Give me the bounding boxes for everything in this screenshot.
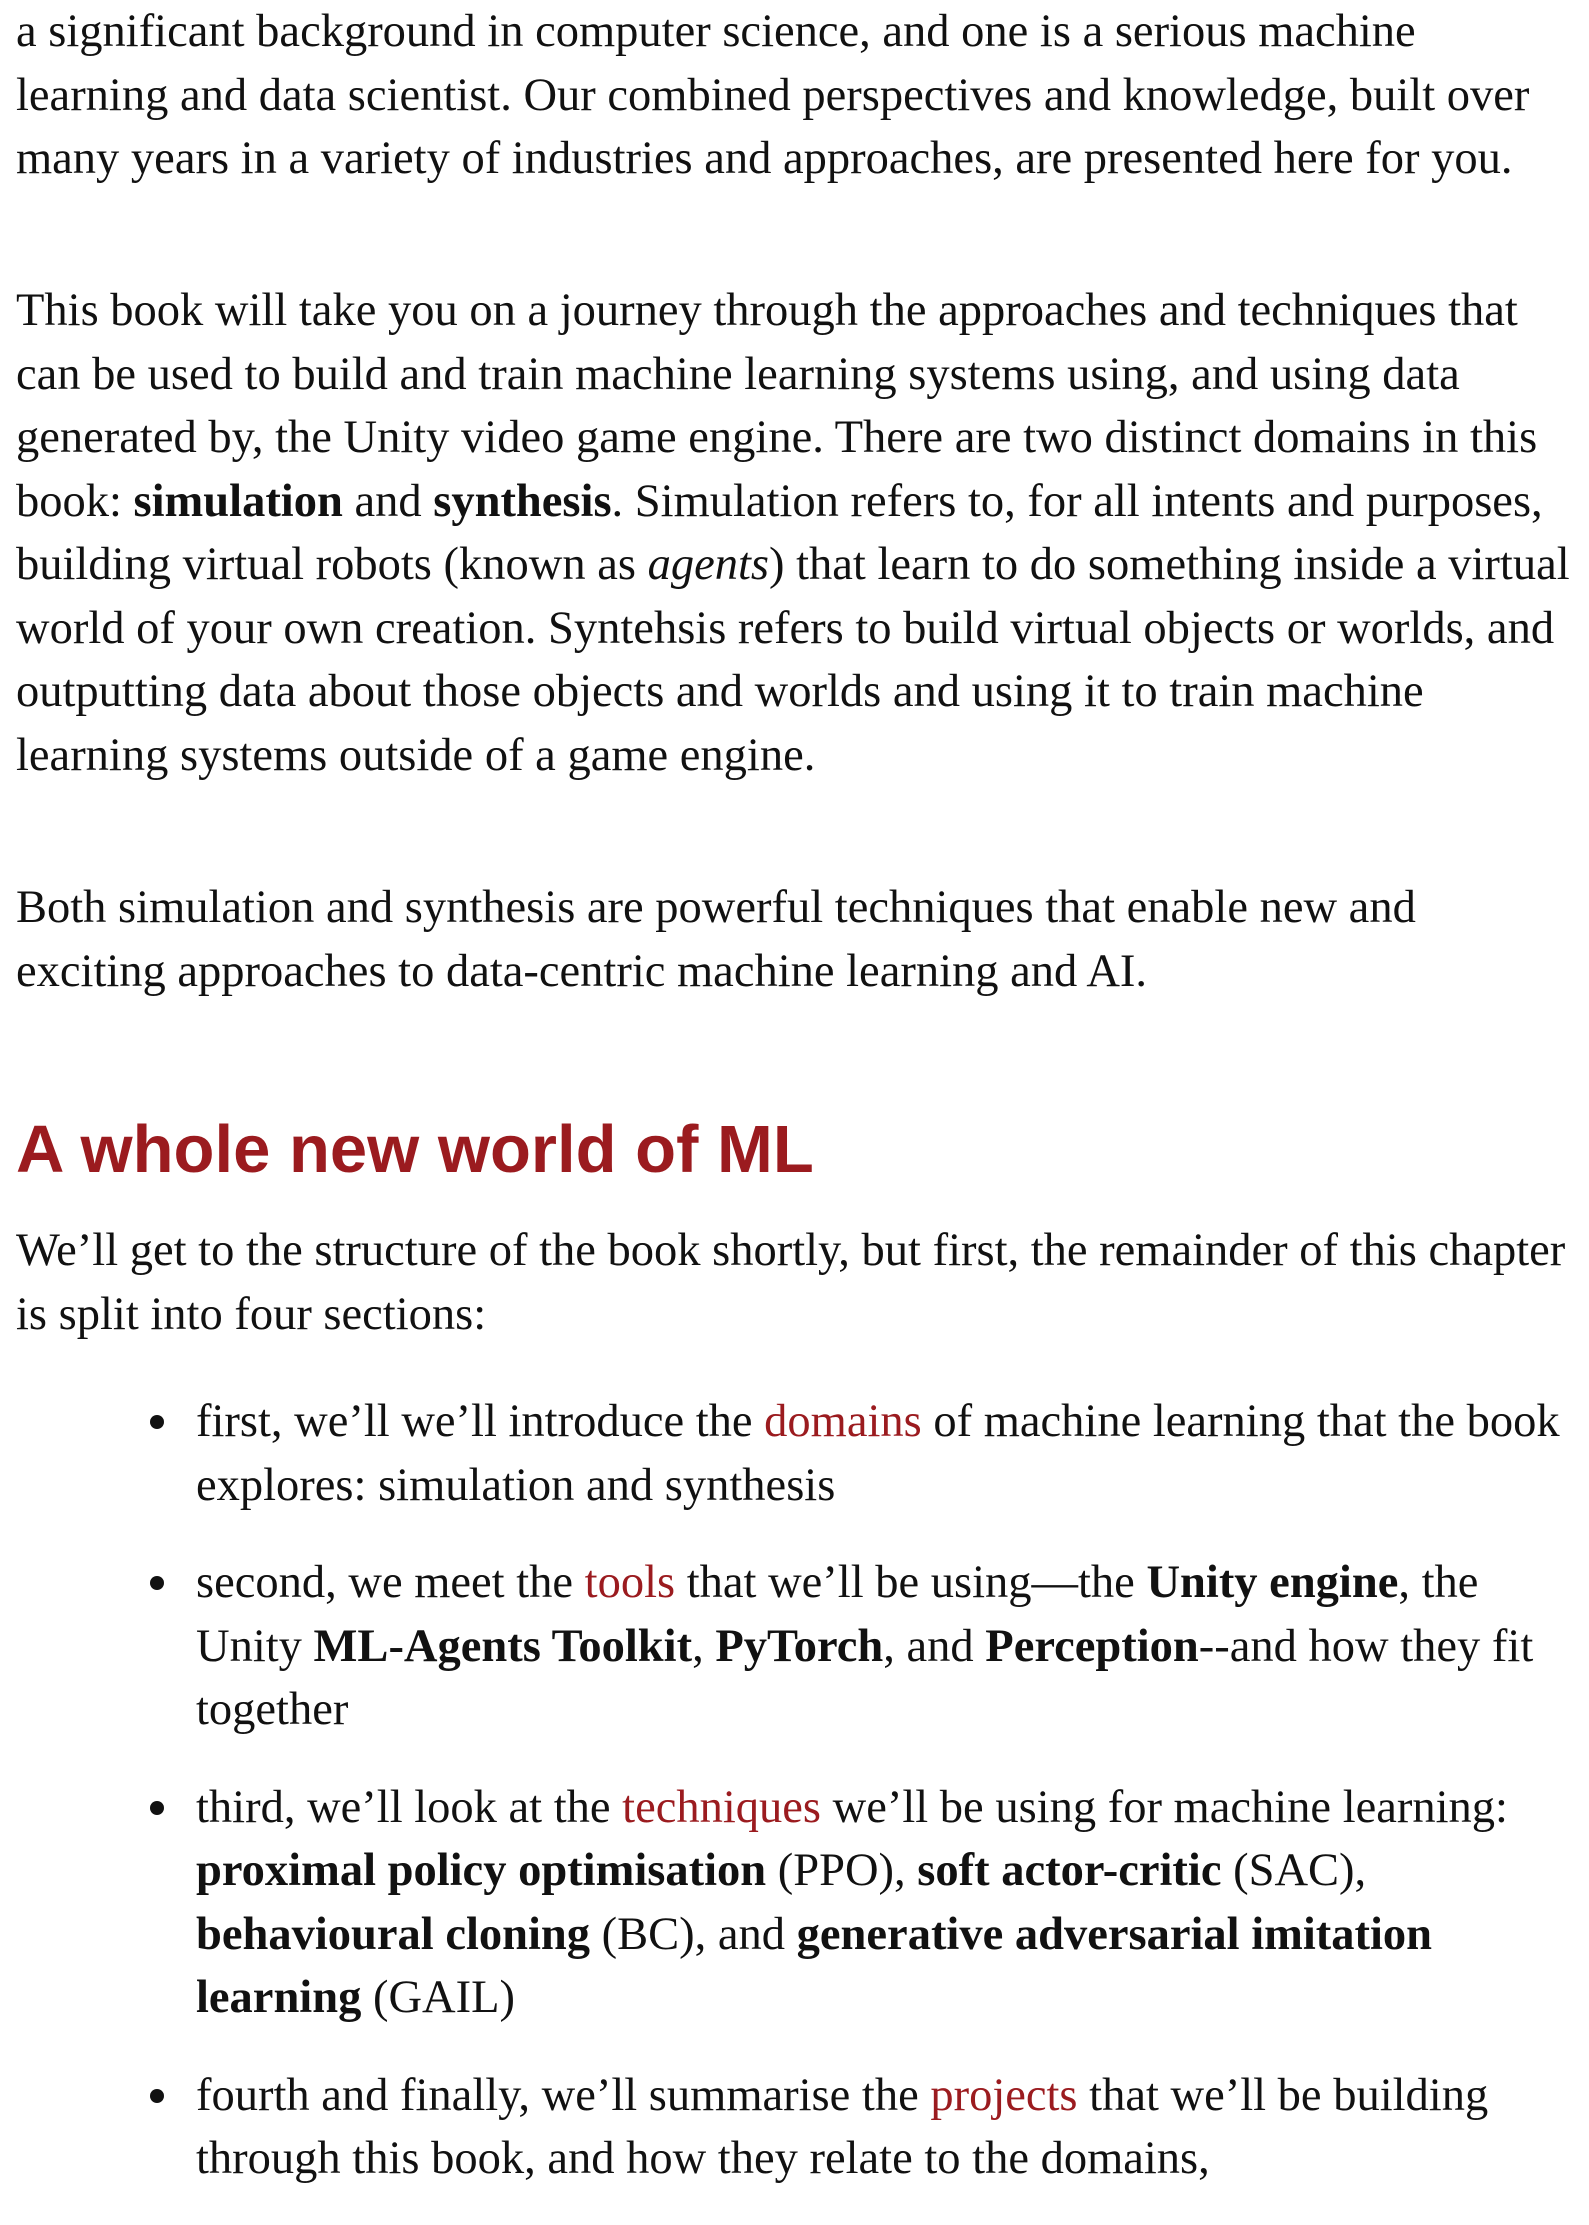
chapter-structure-paragraph — [16, 1219, 1576, 1346]
bullet-icon — [150, 1801, 164, 1815]
term-sac: soft actor-critic — [917, 1845, 1222, 1896]
list-item-techniques — [0, 1776, 1589, 2030]
bullet-icon — [150, 1576, 164, 1590]
text: , the Unity — [196, 1557, 1479, 1672]
text: second, we meet the — [196, 1557, 585, 1608]
text: , — [692, 1620, 716, 1672]
bullet-icon — [150, 1415, 164, 1429]
term-ml-agents-toolkit: ML-Agents Toolkit — [313, 1620, 693, 1672]
term-unity-engine: Unity engine — [1146, 1557, 1399, 1608]
text: (SAC), — [1221, 1845, 1367, 1896]
term-synthesis: synthesis — [433, 475, 612, 527]
term-ppo: proximal policy optimisation — [196, 1845, 767, 1896]
text: we’ll be using for machine learning: — [821, 1781, 1508, 1833]
tools-link[interactable]: tools — [584, 1557, 676, 1608]
text: third, we’ll look at the — [196, 1781, 623, 1833]
text: that we’ll be using—the — [675, 1557, 1147, 1608]
domains-link[interactable]: domains — [764, 1396, 922, 1447]
book-overview-paragraph — [16, 279, 1576, 787]
intro-paragraph-continued — [16, 0, 1576, 191]
term-simulation: simulation — [133, 475, 343, 527]
text: (GAIL) — [361, 1972, 515, 2023]
bullet-icon — [150, 2089, 164, 2103]
text: This book will take you on a journey through the approaches and techniques that can be used to build and train machine learning systems using, and using data generated by, the Unity video game engine. There are two distinct domains in this book: — [16, 285, 1538, 527]
techniques-link[interactable]: techniques — [622, 1781, 822, 1833]
text: of machine learning that the book explores: simulation and synthesis — [196, 1396, 1560, 1511]
text: --and how they fit together — [196, 1620, 1534, 1735]
term-bc: behavioural cloning — [196, 1908, 591, 1960]
text: . Simulation refers to, for all intents and purposes, building virtual robots (known as — [16, 475, 1543, 590]
text: (BC), and — [590, 1908, 797, 1960]
term-pytorch: PyTorch — [715, 1620, 884, 1672]
projects-link[interactable]: projects — [930, 2069, 1078, 2121]
text: We’ll get to the structure of the book shortly, but first, the remainder of this chapter is split into four sections: — [16, 1225, 1566, 1340]
term-gail: generative adversarial imitation learning — [196, 1908, 1433, 2023]
text: ) that learn to do something inside a virtual world of your own creation. Syntehsis refers to build virtual objects or worlds, and outputting data about those objects and worlds and using it to train machine learning systems outside of a game engine. — [16, 539, 1570, 781]
text: Both simulation and synthesis are powerful techniques that enable new and exciting approaches to data-centric machine learning and AI. — [16, 882, 1416, 997]
section-heading: A whole new world of ML — [16, 1112, 814, 1187]
text: fourth and finally, we’ll summarise the — [196, 2069, 931, 2121]
text: , and — [883, 1620, 986, 1672]
text: a significant background in computer science, and one is a serious machine learning and data scientist. Our combined perspectives and knowledge, built over many years in a variety of industries and approaches, are presented here for you. — [16, 6, 1530, 184]
sections-list — [0, 1390, 1589, 2225]
text: that we’ll be building through this book, and how they relate to the domains, — [196, 2069, 1489, 2184]
list-item-tools — [0, 1551, 1589, 1742]
list-item-domains — [0, 1390, 1589, 1517]
simulation-synthesis-paragraph — [16, 876, 1576, 1003]
text: (PPO), — [766, 1845, 918, 1896]
term-agents: agents — [647, 539, 769, 590]
text: first, we’ll we’ll introduce the — [196, 1396, 765, 1447]
term-perception: Perception — [985, 1620, 1199, 1672]
text: and — [342, 475, 434, 527]
list-item-projects — [0, 2064, 1589, 2191]
